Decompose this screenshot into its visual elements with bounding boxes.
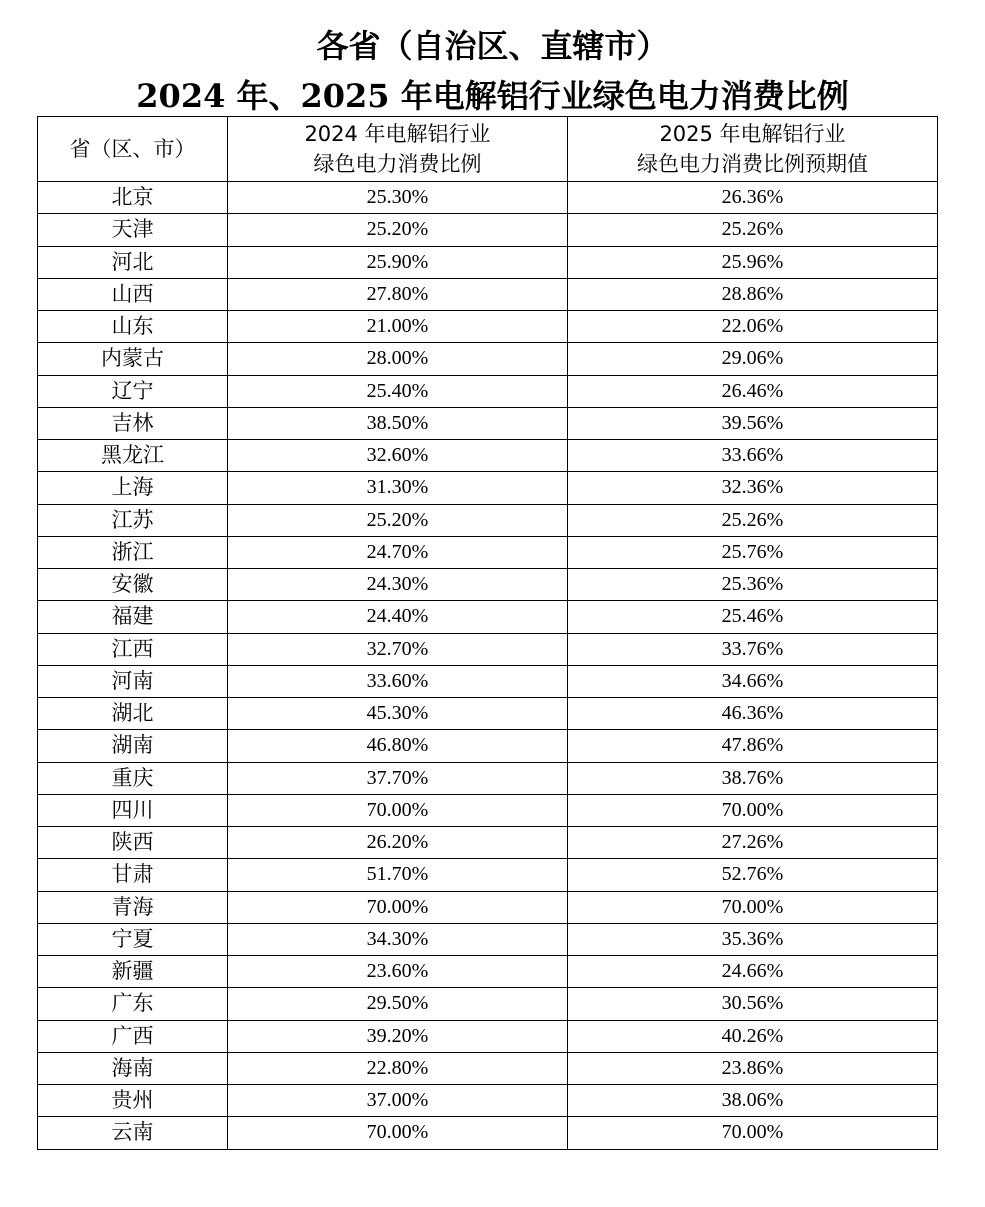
province-cell: 陕西 bbox=[38, 827, 228, 859]
ratio-2024-cell: 29.50% bbox=[228, 988, 568, 1020]
province-cell: 山东 bbox=[38, 311, 228, 343]
ratio-2025-cell: 32.36% bbox=[568, 472, 938, 504]
ratio-2024-cell: 25.90% bbox=[228, 246, 568, 278]
ratio-2024-cell: 46.80% bbox=[228, 730, 568, 762]
ratio-2024-cell: 25.20% bbox=[228, 214, 568, 246]
table-row bbox=[38, 343, 938, 375]
province-cell: 海南 bbox=[38, 1052, 228, 1084]
province-cell: 广东 bbox=[38, 988, 228, 1020]
province-cell: 北京 bbox=[38, 182, 228, 214]
table-row bbox=[38, 762, 938, 794]
header-2024-line1: 2024 年电解铝行业 bbox=[304, 122, 491, 146]
province-cell: 天津 bbox=[38, 214, 228, 246]
province-cell: 辽宁 bbox=[38, 375, 228, 407]
header-2025-line1: 2025 年电解铝行业 bbox=[659, 122, 846, 146]
header-province-label: 省（区、市） bbox=[69, 137, 196, 161]
ratio-2024-cell: 24.40% bbox=[228, 601, 568, 633]
ratio-2024-cell: 37.70% bbox=[228, 762, 568, 794]
province-cell: 江苏 bbox=[38, 504, 228, 536]
province-cell: 吉林 bbox=[38, 407, 228, 439]
ratio-2025-cell: 38.76% bbox=[568, 762, 938, 794]
ratio-2024-cell: 31.30% bbox=[228, 472, 568, 504]
table-row bbox=[38, 407, 938, 439]
ratio-2025-cell: 27.26% bbox=[568, 827, 938, 859]
ratio-2025-cell: 30.56% bbox=[568, 988, 938, 1020]
table-row bbox=[38, 730, 938, 762]
ratio-2025-cell: 23.86% bbox=[568, 1052, 938, 1084]
ratio-2024-cell: 33.60% bbox=[228, 665, 568, 697]
header-2024-line2: 绿色电力消费比例 bbox=[313, 152, 482, 176]
province-cell: 甘肃 bbox=[38, 859, 228, 891]
province-cell: 安徽 bbox=[38, 569, 228, 601]
header-2024-ratio bbox=[228, 117, 568, 182]
province-cell: 福建 bbox=[38, 601, 228, 633]
table-row bbox=[38, 278, 938, 310]
table-row bbox=[38, 923, 938, 955]
header-2025-ratio bbox=[568, 117, 938, 182]
ratio-2025-cell: 33.66% bbox=[568, 440, 938, 472]
ratio-2024-cell: 24.30% bbox=[228, 569, 568, 601]
ratio-2025-cell: 25.36% bbox=[568, 569, 938, 601]
ratio-2025-cell: 34.66% bbox=[568, 665, 938, 697]
ratio-2024-cell: 26.20% bbox=[228, 827, 568, 859]
ratio-2025-cell: 35.36% bbox=[568, 923, 938, 955]
province-cell: 宁夏 bbox=[38, 923, 228, 955]
table-row bbox=[38, 698, 938, 730]
table-row bbox=[38, 1085, 938, 1117]
ratio-2025-cell: 24.66% bbox=[568, 956, 938, 988]
ratio-2025-cell: 25.26% bbox=[568, 214, 938, 246]
table-row bbox=[38, 536, 938, 568]
province-cell: 青海 bbox=[38, 891, 228, 923]
table-row bbox=[38, 375, 938, 407]
ratio-2024-cell: 22.80% bbox=[228, 1052, 568, 1084]
province-cell: 上海 bbox=[38, 472, 228, 504]
ratio-2024-cell: 37.00% bbox=[228, 1085, 568, 1117]
ratio-2024-cell: 70.00% bbox=[228, 1117, 568, 1149]
table-row bbox=[38, 794, 938, 826]
ratio-2024-cell: 23.60% bbox=[228, 956, 568, 988]
ratio-2025-cell: 38.06% bbox=[568, 1085, 938, 1117]
ratio-2024-cell: 32.60% bbox=[228, 440, 568, 472]
ratio-2025-cell: 22.06% bbox=[568, 311, 938, 343]
province-cell: 广西 bbox=[38, 1020, 228, 1052]
ratio-2025-cell: 28.86% bbox=[568, 278, 938, 310]
ratio-2024-cell: 25.30% bbox=[228, 182, 568, 214]
ratio-2024-cell: 25.40% bbox=[228, 375, 568, 407]
ratio-2024-cell: 28.00% bbox=[228, 343, 568, 375]
document-title-line2: 2024 年、2025 年电解铝行业绿色电力消费比例 bbox=[136, 77, 849, 115]
ratio-2025-cell: 26.36% bbox=[568, 182, 938, 214]
green-power-ratio-table bbox=[37, 116, 938, 1150]
province-cell: 河北 bbox=[38, 246, 228, 278]
table-row bbox=[38, 988, 938, 1020]
table-row bbox=[38, 859, 938, 891]
ratio-2024-cell: 21.00% bbox=[228, 311, 568, 343]
ratio-2024-cell: 70.00% bbox=[228, 794, 568, 826]
ratio-2025-cell: 70.00% bbox=[568, 794, 938, 826]
ratio-2025-cell: 26.46% bbox=[568, 375, 938, 407]
ratio-2025-cell: 25.76% bbox=[568, 536, 938, 568]
ratio-2024-cell: 25.20% bbox=[228, 504, 568, 536]
ratio-2024-cell: 45.30% bbox=[228, 698, 568, 730]
province-cell: 河南 bbox=[38, 665, 228, 697]
ratio-2024-cell: 27.80% bbox=[228, 278, 568, 310]
province-cell: 黑龙江 bbox=[38, 440, 228, 472]
ratio-2025-cell: 70.00% bbox=[568, 1117, 938, 1149]
table-row bbox=[38, 504, 938, 536]
ratio-2024-cell: 51.70% bbox=[228, 859, 568, 891]
ratio-2024-cell: 24.70% bbox=[228, 536, 568, 568]
table-row bbox=[38, 472, 938, 504]
ratio-2025-cell: 52.76% bbox=[568, 859, 938, 891]
table-row bbox=[38, 440, 938, 472]
province-cell: 山西 bbox=[38, 278, 228, 310]
table-row bbox=[38, 633, 938, 665]
header-2025-line2: 绿色电力消费比例预期值 bbox=[637, 152, 868, 176]
ratio-2024-cell: 34.30% bbox=[228, 923, 568, 955]
ratio-2025-cell: 25.96% bbox=[568, 246, 938, 278]
table-row bbox=[38, 1052, 938, 1084]
ratio-2025-cell: 33.76% bbox=[568, 633, 938, 665]
ratio-2025-cell: 29.06% bbox=[568, 343, 938, 375]
province-cell: 湖北 bbox=[38, 698, 228, 730]
header-province bbox=[38, 117, 228, 182]
ratio-2025-cell: 39.56% bbox=[568, 407, 938, 439]
ratio-2025-cell: 46.36% bbox=[568, 698, 938, 730]
ratio-2025-cell: 25.46% bbox=[568, 601, 938, 633]
province-cell: 内蒙古 bbox=[38, 343, 228, 375]
document-title-line1: 各省（自治区、直辖市） bbox=[316, 27, 669, 65]
ratio-2024-cell: 38.50% bbox=[228, 407, 568, 439]
ratio-2024-cell: 39.20% bbox=[228, 1020, 568, 1052]
ratio-2024-cell: 70.00% bbox=[228, 891, 568, 923]
table-row bbox=[38, 311, 938, 343]
ratio-2024-cell: 32.70% bbox=[228, 633, 568, 665]
table-row bbox=[38, 182, 938, 214]
table-row bbox=[38, 569, 938, 601]
table-row bbox=[38, 827, 938, 859]
table-row bbox=[38, 891, 938, 923]
table-row bbox=[38, 601, 938, 633]
table-row bbox=[38, 1020, 938, 1052]
province-cell: 重庆 bbox=[38, 762, 228, 794]
ratio-2025-cell: 40.26% bbox=[568, 1020, 938, 1052]
table-row bbox=[38, 246, 938, 278]
province-cell: 浙江 bbox=[38, 536, 228, 568]
province-cell: 湖南 bbox=[38, 730, 228, 762]
table-header-row bbox=[38, 117, 938, 182]
table-row bbox=[38, 214, 938, 246]
province-cell: 云南 bbox=[38, 1117, 228, 1149]
ratio-2025-cell: 25.26% bbox=[568, 504, 938, 536]
province-cell: 四川 bbox=[38, 794, 228, 826]
ratio-2025-cell: 70.00% bbox=[568, 891, 938, 923]
table-row bbox=[38, 665, 938, 697]
table-row bbox=[38, 1117, 938, 1149]
table-body bbox=[38, 182, 938, 1150]
ratio-2025-cell: 47.86% bbox=[568, 730, 938, 762]
province-cell: 江西 bbox=[38, 633, 228, 665]
province-cell: 贵州 bbox=[38, 1085, 228, 1117]
table-row bbox=[38, 956, 938, 988]
province-cell: 新疆 bbox=[38, 956, 228, 988]
